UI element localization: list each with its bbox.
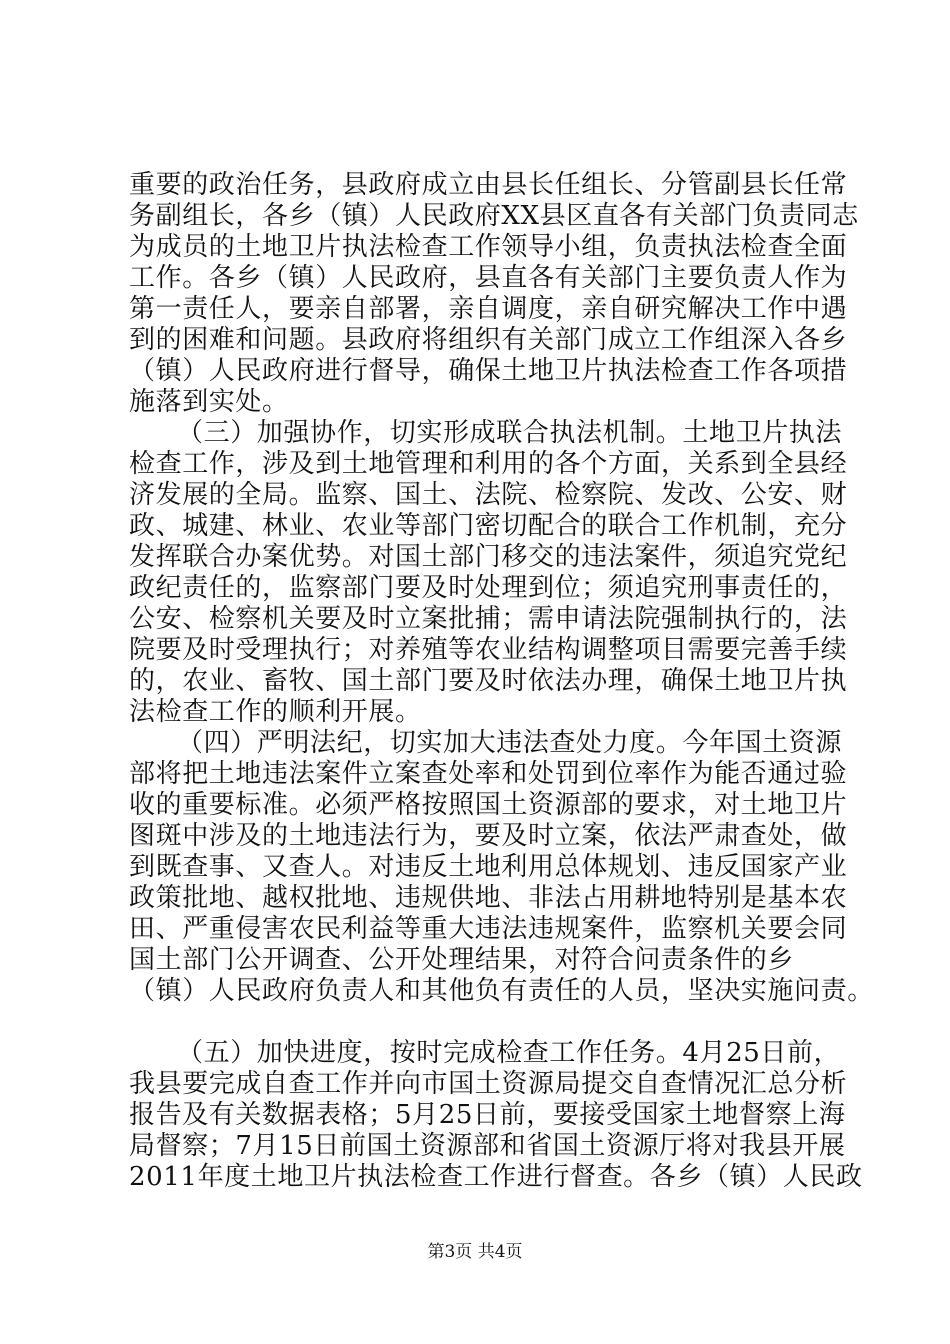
text-line: 到的困难和问题。县政府将组织有关部门成立工作组深入各乡 bbox=[129, 325, 848, 355]
text-line: 政策批地、越权批地、违规供地、非法占用耕地特别是基本农 bbox=[129, 883, 848, 913]
paragraph-heading-5: （五）加快进度，按时完成检查工作任务。4月25日前， bbox=[177, 1038, 841, 1068]
text-line: 的，农业、畜牧、国土部门要及时依法办理，确保土地卫片执 bbox=[129, 666, 848, 696]
page-number-footer: 第3页 共4页 bbox=[427, 1242, 523, 1262]
text-line: 政纪责任的，监察部门要及时处理到位；须追究刑事责任的， bbox=[129, 573, 848, 603]
text-line: 局督察；7月15日前国土资源部和省国土资源厅将对我县开展 bbox=[129, 1131, 846, 1161]
text-line: 务副组长，各乡（镇）人民政府XX县区直各有关部门负责同志 bbox=[129, 201, 859, 231]
paragraph-heading-4: （四）严明法纪，切实加大违法查处力度。今年国土资源 bbox=[177, 728, 843, 758]
text-line: 第一责任人，要亲自部署，亲自调度，亲自研究解决工作中遇 bbox=[129, 294, 848, 324]
text-line: 为成员的土地卫片执法检查工作领导小组，负责执法检查全面 bbox=[129, 232, 848, 262]
text-line: 公安、检察机关要及时立案批捕；需申请法院强制执行的，法 bbox=[129, 604, 848, 634]
document-body bbox=[129, 170, 874, 1193]
text-line: 施落到实处。 bbox=[129, 387, 289, 417]
text-line: 发挥联合办案优势。对国土部门移交的违法案件，须追究党纪 bbox=[129, 542, 848, 572]
text-line: 田、严重侵害农民利益等重大违法违规案件，监察机关要会同 bbox=[129, 914, 848, 944]
text-line: 2011年度土地卫片执法检查工作进行督查。各乡（镇）人民政 bbox=[129, 1162, 863, 1192]
text-line: （镇）人民政府负责人和其他负有责任的人员，坚决实施问责。 bbox=[129, 976, 874, 1006]
text-line: 院要及时受理执行；对养殖等农业结构调整项目需要完善手续 bbox=[129, 635, 848, 665]
text-line: 工作。各乡（镇）人民政府，县直各有关部门主要负责人作为 bbox=[129, 263, 848, 293]
text-line: 法检查工作的顺利开展。 bbox=[129, 697, 422, 727]
text-line: 图斑中涉及的土地违法行为，要及时立案，依法严肃查处，做 bbox=[129, 821, 848, 851]
text-line: 我县要完成自查工作并向市国土资源局提交自查情况汇总分析 bbox=[129, 1069, 848, 1099]
text-line: 国土部门公开调查、公开处理结果，对符合问责条件的乡 bbox=[129, 945, 795, 975]
text-line: 重要的政治任务，县政府成立由县长任组长、分管副县长任常 bbox=[129, 170, 848, 200]
text-line: 政、城建、林业、农业等部门密切配合的联合工作机制，充分 bbox=[129, 511, 848, 541]
text-line: 收的重要标准。必须严格按照国土资源部的要求，对土地卫片 bbox=[129, 790, 848, 820]
text-line: （镇）人民政府进行督导，确保土地卫片执法检查工作各项措 bbox=[129, 356, 848, 386]
text-line: 到既查事、又查人。对违反土地利用总体规划、违反国家产业 bbox=[129, 852, 848, 882]
text-line: 检查工作，涉及到土地管理和利用的各个方面，关系到全县经 bbox=[129, 449, 848, 479]
text-line: 济发展的全局。监察、国土、法院、检察院、发改、公安、财 bbox=[129, 480, 848, 510]
text-line: 部将把土地违法案件立案查处率和处罚到位率作为能否通过验 bbox=[129, 759, 848, 789]
paragraph-heading-3: （三）加强协作，切实形成联合执法机制。土地卫片执法 bbox=[177, 418, 843, 448]
text-line: 报告及有关数据表格；5月25日前，要接受国家土地督察上海 bbox=[129, 1100, 846, 1130]
